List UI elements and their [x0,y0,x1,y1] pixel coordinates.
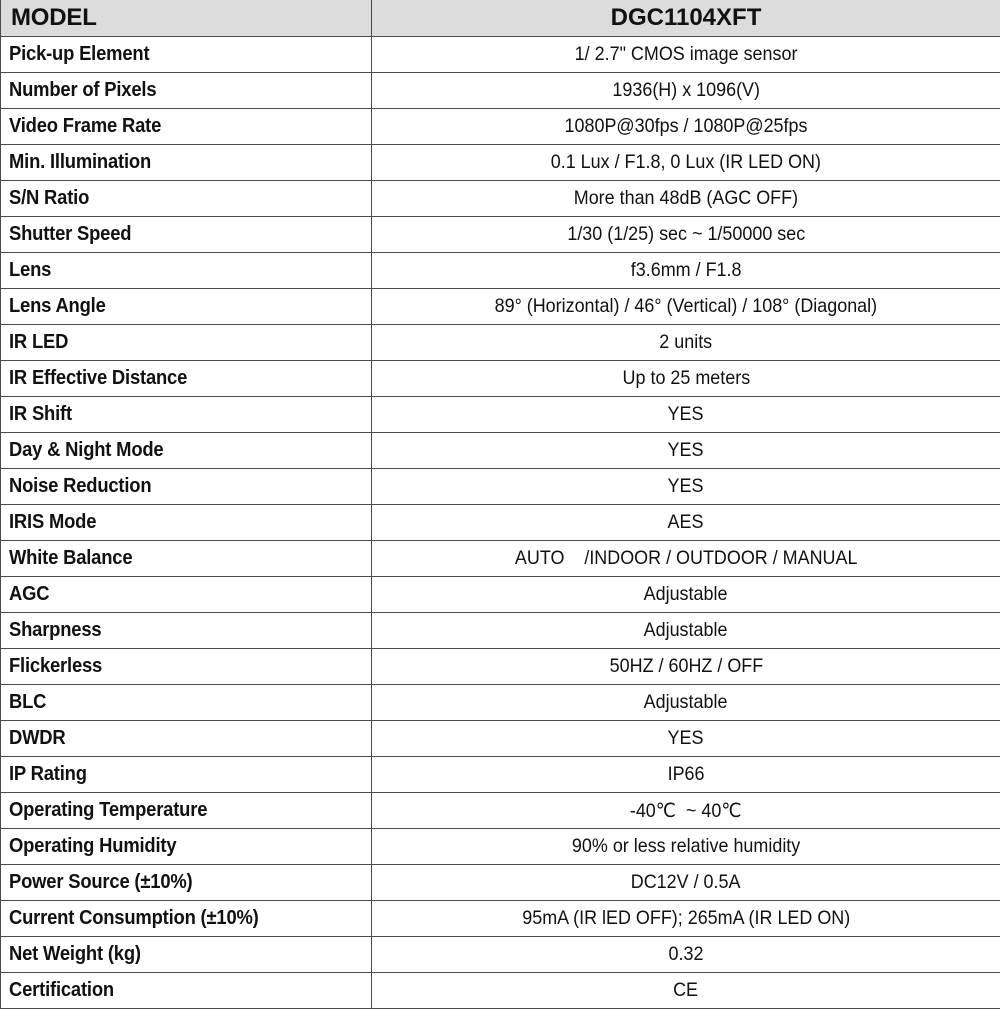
spec-label: AGC [9,583,49,606]
spec-value-cell [372,217,1000,253]
spec-label: Pick-up Element [9,43,149,66]
spec-value-cell [372,109,1000,145]
spec-value: 95mA (IR lED OFF); 265mA (IR LED ON) [522,907,850,930]
spec-label: IR Effective Distance [9,367,187,390]
spec-row [1,253,1000,289]
spec-value: 90% or less relative humidity [572,835,800,858]
spec-label: Flickerless [9,655,102,678]
spec-value-cell [372,649,1000,685]
spec-value: YES [668,403,704,426]
spec-value-cell [372,793,1000,829]
spec-value: -40℃ ~ 40℃ [630,799,742,823]
spec-row [1,541,1000,577]
spec-value-cell [372,505,1000,541]
model-header-label: MODEL [11,4,97,32]
spec-label-cell [1,541,372,577]
spec-label-cell [1,685,372,721]
spec-row [1,217,1000,253]
spec-label-cell [1,145,372,181]
spec-value-cell [372,145,1000,181]
spec-value-cell [372,37,1000,73]
spec-label: Operating Humidity [9,835,176,858]
spec-row [1,181,1000,217]
spec-label: Min. Illumination [9,151,151,174]
spec-value: 1080P@30fps / 1080P@25fps [565,115,808,138]
spec-row [1,973,1000,1009]
spec-value-cell [372,289,1000,325]
spec-label: IR LED [9,331,68,354]
spec-label: Current Consumption (±10%) [9,907,259,930]
spec-row [1,901,1000,937]
spec-label-cell [1,721,372,757]
spec-label: Noise Reduction [9,475,151,498]
spec-row [1,865,1000,901]
spec-label-cell [1,649,372,685]
spec-value-cell [372,469,1000,505]
spec-label-cell [1,181,372,217]
spec-row [1,433,1000,469]
spec-label-cell [1,613,372,649]
spec-label-cell [1,469,372,505]
spec-row [1,109,1000,145]
spec-value-cell [372,973,1000,1009]
spec-row [1,757,1000,793]
spec-value-cell [372,577,1000,613]
spec-row [1,325,1000,361]
spec-label-cell [1,505,372,541]
spec-label: Number of Pixels [9,79,156,102]
spec-value: CE [674,979,699,1002]
spec-value-cell [372,721,1000,757]
spec-row [1,361,1000,397]
spec-value: 0.32 [669,943,704,966]
spec-value: Adjustable [644,583,728,606]
spec-row [1,613,1000,649]
spec-label: IP Rating [9,763,87,786]
spec-value-cell [372,901,1000,937]
spec-row [1,721,1000,757]
spec-label: IR Shift [9,403,72,426]
spec-value-cell [372,541,1000,577]
spec-row [1,829,1000,865]
spec-label: Certification [9,979,114,1002]
spec-row [1,937,1000,973]
spec-value-cell [372,325,1000,361]
spec-value-cell [372,253,1000,289]
spec-label: Operating Temperature [9,799,207,822]
spec-row [1,505,1000,541]
spec-label-cell [1,757,372,793]
spec-value-cell [372,181,1000,217]
spec-value-cell [372,361,1000,397]
spec-label-cell [1,577,372,613]
spec-label-cell [1,901,372,937]
spec-value: f3.6mm / F1.8 [631,259,742,282]
spec-label: Sharpness [9,619,101,642]
spec-row [1,73,1000,109]
spec-value: Up to 25 meters [622,367,750,390]
spec-value: 50HZ / 60HZ / OFF [609,655,763,678]
spec-label-cell [1,865,372,901]
spec-label-cell [1,793,372,829]
spec-label: IRIS Mode [9,511,96,534]
spec-value-cell [372,865,1000,901]
spec-label: Day & Night Mode [9,439,163,462]
spec-value-cell [372,433,1000,469]
spec-label-cell [1,37,372,73]
spec-value-cell [372,757,1000,793]
spec-label-cell [1,109,372,145]
spec-label-cell [1,325,372,361]
spec-label: Lens Angle [9,295,106,318]
spec-value-cell [372,397,1000,433]
spec-value: Adjustable [644,619,728,642]
spec-label-cell [1,973,372,1009]
spec-row [1,289,1000,325]
spec-label: DWDR [9,727,66,750]
spec-row [1,793,1000,829]
spec-label: White Balance [9,547,132,570]
spec-label-cell [1,433,372,469]
spec-label: Lens [9,259,51,282]
model-header-value-cell [372,0,1000,37]
spec-label: S/N Ratio [9,187,89,210]
spec-value: More than 48dB (AGC OFF) [574,187,798,210]
model-header-label-cell [1,0,372,37]
spec-table-body [1,0,1000,1009]
spec-value: DC12V / 0.5A [631,871,741,894]
spec-label: Power Source (±10%) [9,871,193,894]
spec-label-cell [1,937,372,973]
model-header-value: DGC1104XFT [611,4,762,32]
model-header-row [1,0,1000,37]
spec-row [1,685,1000,721]
spec-value: AUTO /INDOOR / OUTDOOR / MANUAL [515,547,858,570]
spec-label: Net Weight (kg) [9,943,141,966]
spec-label-cell [1,73,372,109]
spec-value-cell [372,73,1000,109]
spec-value: AES [668,511,704,534]
spec-value: IP66 [668,763,705,786]
spec-value-cell [372,937,1000,973]
spec-value: 1/30 (1/25) sec ~ 1/50000 sec [567,223,805,246]
spec-value: 1936(H) x 1096(V) [612,79,760,102]
spec-value-cell [372,829,1000,865]
spec-value: 0.1 Lux / F1.8, 0 Lux (IR LED ON) [551,151,821,174]
spec-label-cell [1,397,372,433]
spec-row [1,469,1000,505]
spec-row [1,649,1000,685]
spec-row [1,577,1000,613]
spec-row [1,37,1000,73]
spec-row [1,397,1000,433]
spec-value: Adjustable [644,691,728,714]
spec-label: Shutter Speed [9,223,131,246]
spec-row [1,145,1000,181]
spec-value: YES [668,475,704,498]
spec-label-cell [1,289,372,325]
spec-value: 2 units [660,331,713,354]
spec-label-cell [1,217,372,253]
spec-value: 89° (Horizontal) / 46° (Vertical) / 108° (Diagonal) [495,295,877,318]
spec-value-cell [372,613,1000,649]
spec-label-cell [1,829,372,865]
spec-value: YES [668,439,704,462]
spec-label: Video Frame Rate [9,115,161,138]
spec-label-cell [1,361,372,397]
spec-label-cell [1,253,372,289]
spec-value-cell [372,685,1000,721]
spec-value: YES [668,727,704,750]
spec-value: 1/ 2.7" CMOS image sensor [575,43,798,66]
spec-label: BLC [9,691,46,714]
